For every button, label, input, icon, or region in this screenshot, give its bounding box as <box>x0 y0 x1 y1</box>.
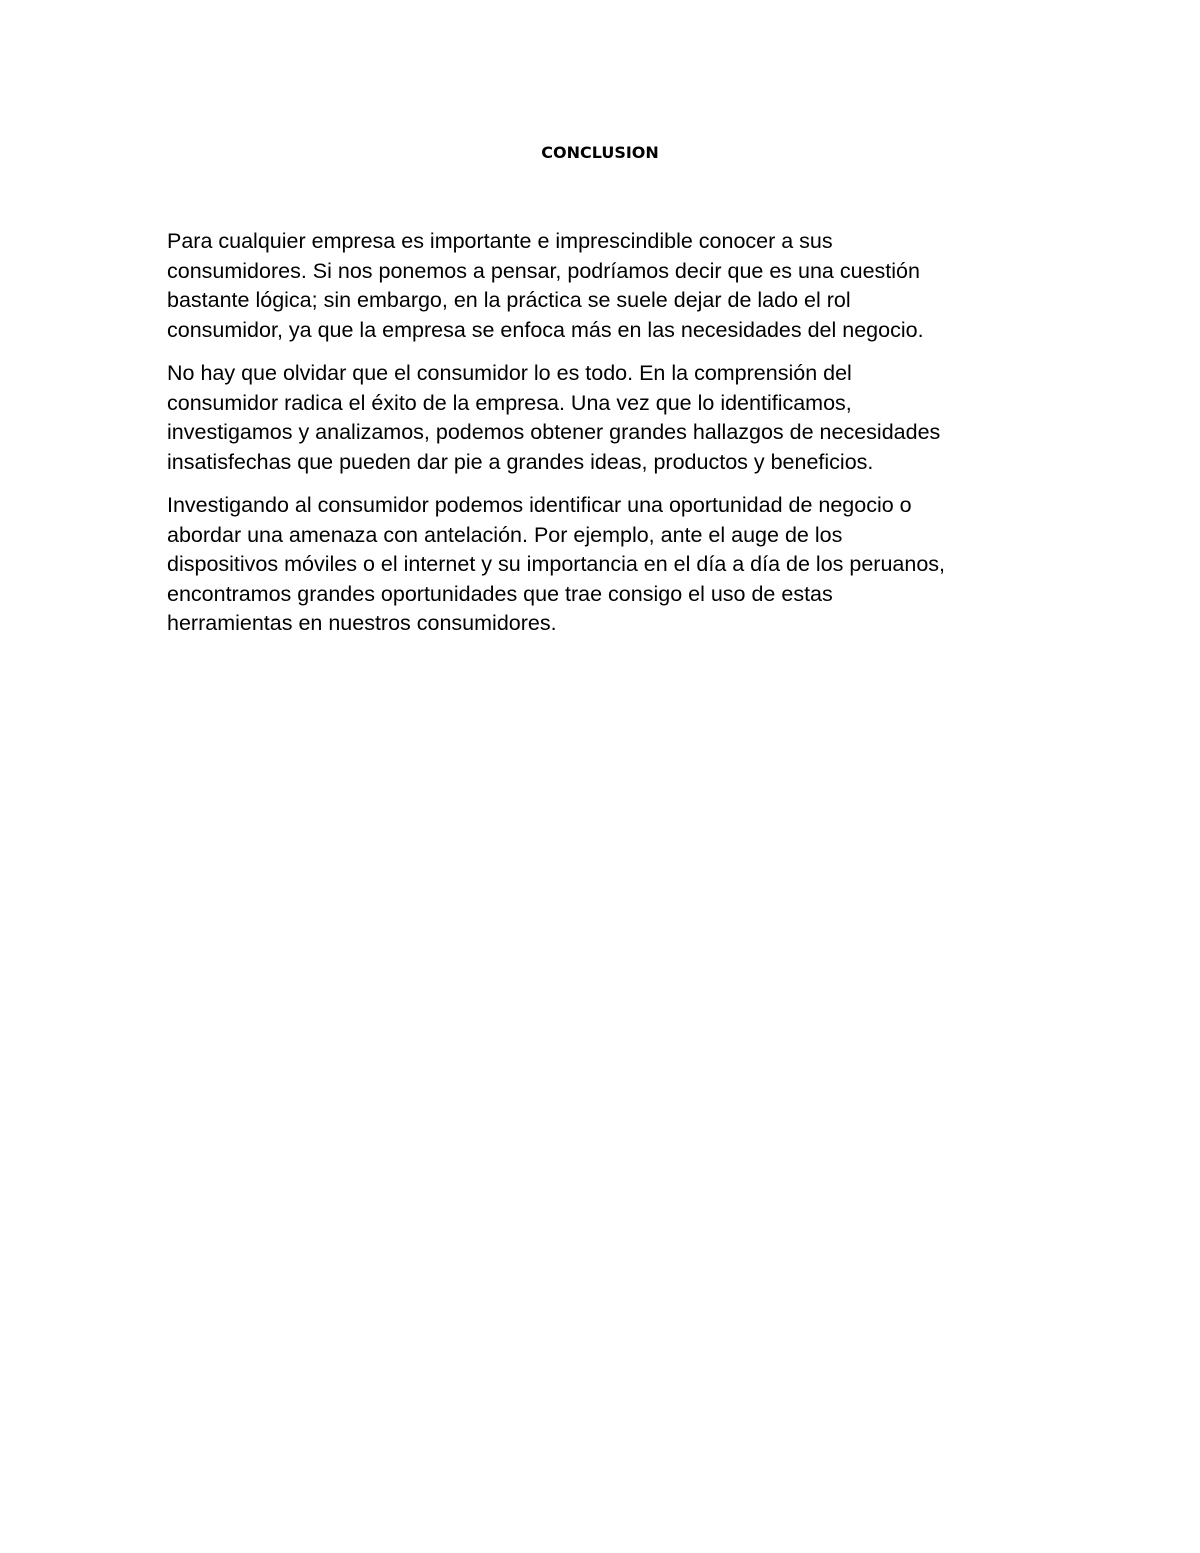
paragraph-1 <box>167 227 1037 345</box>
paragraph-line: Investigando al consumidor podemos identificar una oportunidad de negocio o <box>167 493 912 517</box>
paragraph-line: herramientas en nuestros consumidores. <box>167 611 557 635</box>
paragraph-line: bastante lógica; sin embargo, en la práctica se suele dejar de lado el rol <box>167 288 851 312</box>
paragraph-line: consumidores. Si nos ponemos a pensar, podríamos decir que es una cuestión <box>167 258 920 283</box>
paragraph-line: investigamos y analizamos, podemos obtener grandes hallazgos de necesidades <box>167 420 941 444</box>
paragraph-line: dispositivos móviles o el internet y su importancia en el día a día de los peruanos, <box>167 552 946 576</box>
paragraph-line: abordar una amenaza con antelación. Por ejemplo, ante el auge de los <box>167 522 843 547</box>
paragraph-line: consumidor radica el éxito de la empresa. Una vez que lo identificamos, <box>167 390 852 415</box>
paragraph-line: encontramos grandes oportunidades que trae consigo el uso de estas <box>167 581 833 606</box>
document-body <box>167 227 1037 653</box>
document-title: CONCLUSION <box>541 143 659 162</box>
paragraph-3 <box>167 491 1037 639</box>
paragraph-line: insatisfechas que pueden dar pie a grandes ideas, productos y beneficios. <box>167 449 874 474</box>
paragraph-line: Para cualquier empresa es importante e imprescindible conocer a sus <box>167 229 833 253</box>
paragraph-line: consumidor, ya que la empresa se enfoca más en las necesidades del negocio. <box>167 317 924 342</box>
paragraph-line: No hay que olvidar que el consumidor lo es todo. En la comprensión del <box>167 361 852 385</box>
paragraph-2 <box>167 359 1037 477</box>
